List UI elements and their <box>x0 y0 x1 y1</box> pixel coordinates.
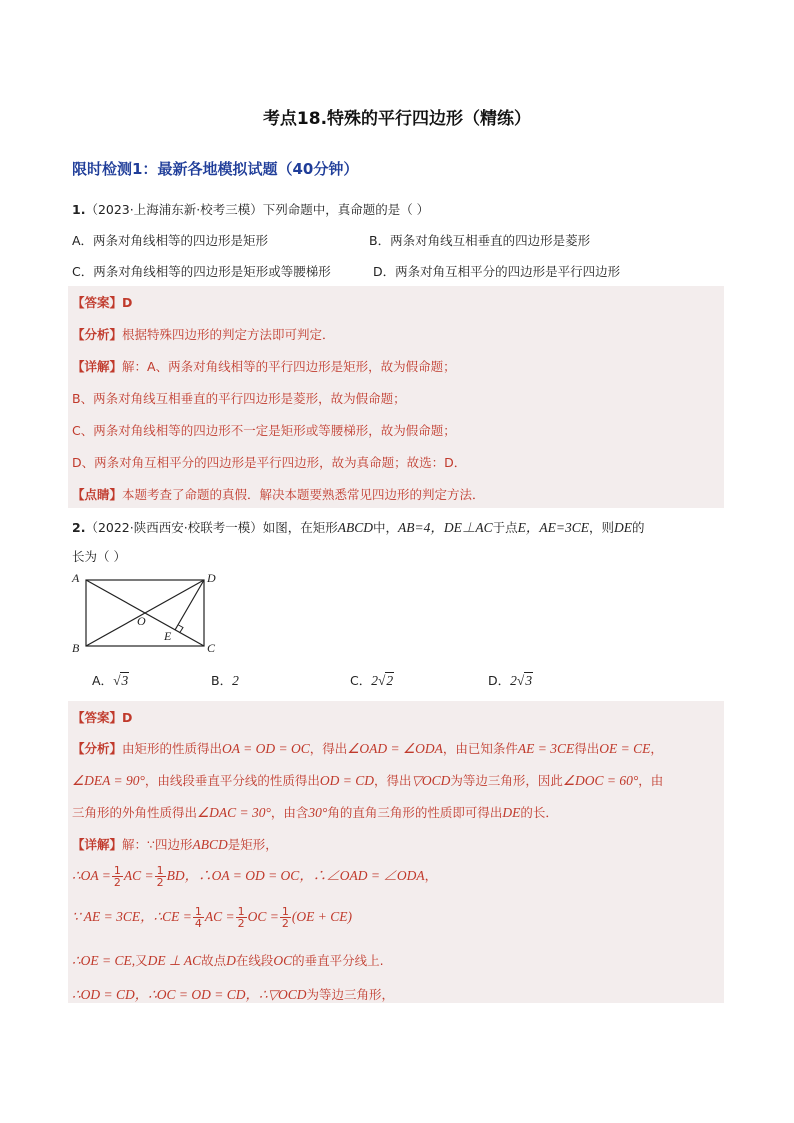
q2-an3d: 30° <box>308 805 328 820</box>
q2-stem-line-1 <box>72 516 645 536</box>
q2-detail-line-5 <box>72 983 394 1003</box>
q2-an1g: 得出 <box>574 741 600 756</box>
q2-answer-tag: 【答案】 <box>72 710 123 725</box>
q1-detail-text-1: 解：A、两条对角线相等的平行四边形是矩形，故为假命题； <box>122 359 456 374</box>
q2-stem-math-condition: AB=4，DE⊥AC <box>397 520 493 535</box>
q1-option-b: B．两条对角线互相垂直的四边形是菱形 <box>369 233 591 248</box>
q2-an2e: ▽OCD <box>411 773 451 788</box>
q2-d1a: 解：∵四边形 <box>122 837 193 852</box>
page-title: 考点18.特殊的平行四边形（精练） <box>262 109 532 129</box>
q2-option-d-math: 2√3 <box>510 673 533 688</box>
q2-an1e: ，由已知条件 <box>442 741 518 756</box>
q2-d3-frac-3 <box>280 906 291 929</box>
q2-detail-line-1 <box>72 835 278 853</box>
q2-option-a-label: A． <box>92 673 114 688</box>
q1-stem <box>72 200 429 218</box>
q2-an3b: ∠DAC = 30° <box>197 805 271 820</box>
q2-d5a: ∴OD = CD <box>72 987 135 1002</box>
label-a: A <box>72 571 80 585</box>
label-c: C <box>207 641 216 655</box>
q1-comment-tag: 【点睛】 <box>72 487 123 502</box>
q2-d2f1d: 2 <box>113 876 121 889</box>
q1-option-a: A．两条对角线相等的四边形是矩形 <box>72 233 269 248</box>
q1-analysis-tag: 【分析】 <box>72 327 123 342</box>
section-heading: 限时检测1：最新各地模拟试题（40分钟） <box>72 160 359 178</box>
q2-d2e: ，∴∠OAD = ∠ODA <box>299 868 425 883</box>
q1-analysis <box>72 325 335 343</box>
q2-d1c: 是矩形， <box>227 837 278 852</box>
q2-an1h: OE = CE <box>599 741 651 756</box>
q2-analysis-tag: 【分析】 <box>72 741 123 756</box>
q2-d3f1d: 4 <box>194 917 202 930</box>
q2-option-c-coef: 2 <box>371 673 378 688</box>
q2-option-d-label: D． <box>488 673 511 688</box>
q2-option-c <box>350 671 394 689</box>
label-o: O <box>137 614 146 628</box>
q2-d3-frac-2 <box>236 906 247 929</box>
q2-d4f: 在线段 <box>235 953 274 968</box>
q1-detail-tag: 【详解】 <box>72 359 123 374</box>
q2-an3g: 的长． <box>520 805 558 820</box>
q1-comment-text: 本题考查了命题的真假．解决本题要熟悉常见四边形的判定方法． <box>122 487 485 502</box>
q2-an3c: ，由含 <box>270 805 309 820</box>
q1-detail-4: D、两条对角互相平分的四边形是平行四边形，故为真命题；故选：D． <box>72 455 467 470</box>
q2-d2-frac-1 <box>112 865 123 888</box>
q2-option-d-value: 3 <box>525 673 533 688</box>
q2-stem-text-a: （2022·陕西西安·校联考一模）如图，在矩形 <box>85 520 338 535</box>
q2-d2d: ，∴OA = OD = OC <box>184 868 300 883</box>
q1-answer <box>72 293 132 311</box>
q2-detail-line-3 <box>72 905 352 929</box>
q2-an2f: 为等边三角形，因此 <box>450 773 563 788</box>
q2-an2g: ∠DOC = 60° <box>562 773 639 788</box>
q2-d4e: D <box>226 953 236 968</box>
q2-option-d <box>488 671 533 689</box>
label-b: B <box>72 641 80 655</box>
q2-analysis-line-3 <box>72 803 558 821</box>
q1-answer-tag: 【答案】 <box>72 295 123 310</box>
q2-d2f2d: 2 <box>156 876 164 889</box>
q2-d3f2d: 2 <box>237 917 245 930</box>
q2-d4d: 故点 <box>201 953 227 968</box>
q2-d3b: ，∴CE = <box>140 909 192 924</box>
q2-option-a-value: 3 <box>121 673 129 688</box>
q2-d2b: AC = <box>123 868 154 883</box>
q2-detail-line-2 <box>72 864 437 888</box>
q2-d4g: OC <box>273 953 293 968</box>
q1-option-d: D．两条对角互相平分的四边形是平行四边形 <box>373 264 621 279</box>
q2-d3f3d: 2 <box>281 917 289 930</box>
q2-stem-text-i: 的 <box>631 520 645 535</box>
q1-option-c: C．两条对角线相等的四边形是矩形或等腰梯形 <box>72 264 331 279</box>
q2-answer <box>72 708 132 726</box>
q2-number: 2. <box>72 520 86 535</box>
q2-d4a: ∴OE = CE, <box>72 953 136 968</box>
q2-analysis-line-2 <box>72 771 663 789</box>
q2-option-b-value: 2 <box>232 673 239 688</box>
q2-option-b <box>211 671 239 689</box>
label-e: E <box>164 629 172 643</box>
q2-d2f2n: 1 <box>156 864 164 877</box>
q2-d3d: OC = <box>247 909 279 924</box>
q2-d3f1n: 1 <box>194 905 202 918</box>
q2-an1b: OA = OD = OC <box>222 741 310 756</box>
q2-answer-value: D <box>122 710 133 725</box>
q2-an2b: ，由线段垂直平分线的性质得出 <box>144 773 320 788</box>
q1-answer-value: D <box>122 295 133 310</box>
q2-d2g: ， <box>424 868 438 883</box>
q2-d3a: ∵ AE = 3CE <box>72 909 141 924</box>
q2-an2d: ，得出 <box>374 773 412 788</box>
q2-d3-frac-1 <box>193 906 204 929</box>
q2-analysis-line-1 <box>72 739 663 757</box>
label-d: D <box>207 571 216 585</box>
q2-an2a: ∠DEA = 90° <box>72 773 145 788</box>
q2-d3e: (OE + CE) <box>291 909 353 924</box>
q1-detail-1 <box>72 357 456 375</box>
q2-option-c-math: 2√2 <box>371 673 394 688</box>
q2-d2f1n: 1 <box>113 864 121 877</box>
q2-d5b: ，∴OC = OD = CD <box>134 987 246 1002</box>
q2-an2c: OD = CD <box>319 773 374 788</box>
q2-option-a-math: √3 <box>113 673 129 688</box>
q2-stem-math-ae: E，AE=3CE <box>517 520 589 535</box>
q2-an3a: 三角形的外角性质得出 <box>72 805 198 820</box>
q2-d4c: DE ⊥ AC <box>147 953 202 968</box>
q2-option-a <box>92 671 129 689</box>
q2-an3e: 角的直角三角形的性质即可得出 <box>327 805 503 820</box>
q2-d2c: BD <box>166 868 185 883</box>
q2-option-c-label: C． <box>350 673 372 688</box>
q1-number: 1. <box>72 202 86 217</box>
q2-d2a: ∴OA = <box>72 868 111 883</box>
q2-d3f3n: 1 <box>281 905 289 918</box>
q2-stem-text-g: ，则 <box>588 520 614 535</box>
q2-an2h: ，由 <box>638 773 664 788</box>
q2-stem-text-e: 于点 <box>492 520 518 535</box>
q2-d3f2n: 1 <box>237 905 245 918</box>
q2-an1a: 由矩形的性质得出 <box>122 741 223 756</box>
q2-option-c-value: 2 <box>386 673 394 688</box>
q2-detail-line-4 <box>72 951 384 969</box>
q1-detail-3: C、两条对角线相等的四边形不一定是矩形或等腰梯形，故为假命题； <box>72 423 456 438</box>
q2-option-d-coef: 2 <box>510 673 517 688</box>
q2-d5d: 为等边三角形， <box>306 987 395 1002</box>
q2-an1i: ， <box>650 741 663 756</box>
q2-an3f: DE <box>502 805 521 820</box>
rectangle-figure <box>66 568 236 658</box>
q2-an1c: ，得出 <box>309 741 348 756</box>
q2-d2-frac-2 <box>155 865 166 888</box>
q2-d4h: 的垂直平分线上. <box>292 953 384 968</box>
q2-d5c: ，∴▽OCD <box>245 987 307 1002</box>
q2-detail-tag: 【详解】 <box>72 837 123 852</box>
q1-comment <box>72 485 485 503</box>
q2-stem-line-2: 长为（ ） <box>72 549 126 564</box>
q2-stem-math-abcd: ABCD <box>337 520 373 535</box>
q2-stem-text-c: 中， <box>372 520 398 535</box>
q2-an1d: ∠OAD = ∠ODA <box>347 741 443 756</box>
q2-option-b-label: B． <box>211 673 233 688</box>
q2-d4b: 又 <box>135 953 148 968</box>
q2-d3c: AC = <box>204 909 235 924</box>
q1-analysis-text: 根据特殊四边形的判定方法即可判定． <box>122 327 335 342</box>
q1-detail-2: B、两条对角线互相垂直的平行四边形是菱形，故为假命题； <box>72 391 406 406</box>
q2-stem-math-de: DE <box>613 520 632 535</box>
q2-d1b: ABCD <box>192 837 228 852</box>
q2-an1f: AE = 3CE <box>517 741 575 756</box>
q1-stem-text: （2023·上海浦东新·校考三模）下列命题中，真命题的是（ ） <box>85 202 430 217</box>
